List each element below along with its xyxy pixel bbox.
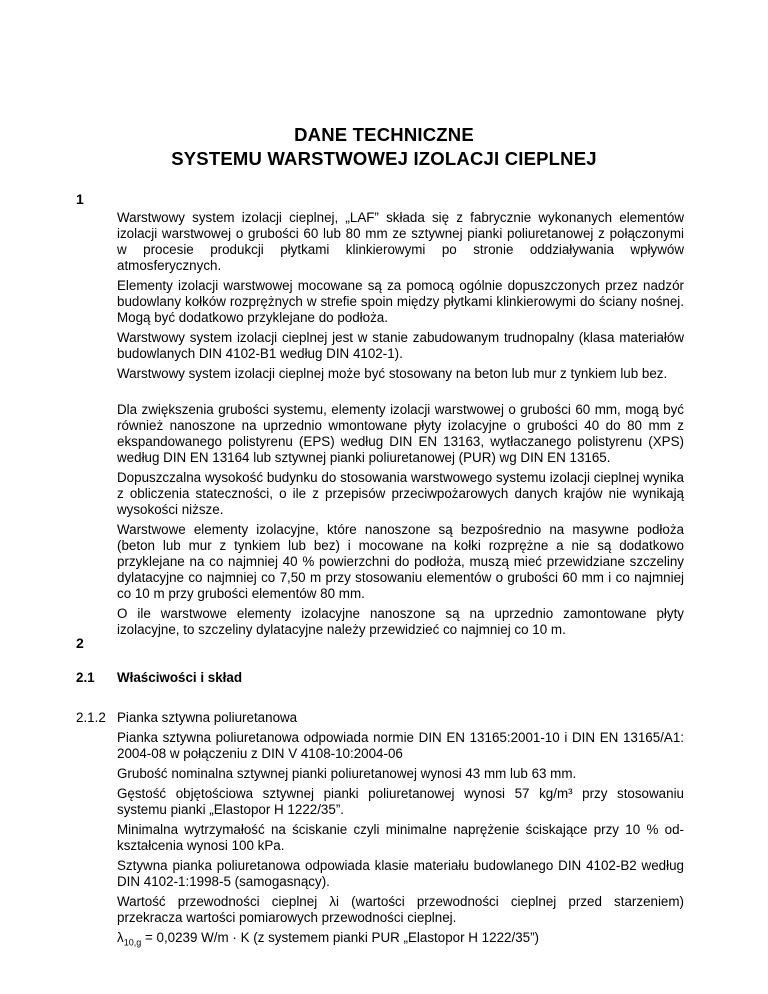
paragraph: Warstwowy system izolacji cieplnej, „LAF” składa się z fabrycznie wykonanych elementów izolacji warstwowej o grubości 60 lub 80 mm ze sztywnej pianki poliuretanowej z połączonymi w procesie produkcji płytkami klinkierowymi po stronie oddziaływania wpływów atmosferycznych. [117, 210, 684, 273]
paragraph: Pianka sztywna poliuretanowa odpowiada normie DIN EN 13165:2001-10 i DIN EN 13165/A1: 2004-08 w połączeniu z DIN V 4108-10:2004-06 [117, 730, 684, 761]
paragraph: Dopuszczalna wysokość budynku do stosowania warstwowego systemu izolacji cieplnej wynika z obliczenia stateczności, o ile z przepisów przeciwpożarowych danych krajów nie wynikają wysokości niższe. [117, 470, 684, 517]
paragraph: Sztywna pianka poliuretanowa odpowiada klasie materiału budowlanego DIN 4102-B2 według DIN 4102-1:1998-5 (samogasnący). [117, 858, 684, 889]
document-title-line-1: DANE TECHNICZNE [294, 124, 474, 145]
subsection-number: 2.1 [76, 670, 95, 685]
formula-subscript: 10,g [123, 937, 142, 948]
section-1-block-a [117, 210, 684, 386]
section-1-number: 1 [76, 191, 84, 207]
paragraph: O ile warstwowe elementy izolacyjne nanoszone są na uprzednio zamontowane płyty izolacyjne, to szczeliny dylatacyjne należy przewidzieć co najmniej co 10 m. [117, 606, 684, 637]
paragraph: Dla zwiększenia grubości systemu, elementy izolacji warstwowej o grubości 60 mm, mogą być również nanoszone na uprzednio wmontowane płyty izolacyjne o grubości 40 do 80 mm z ekspandowanego polistyrenu (EPS) według DIN EN 13163, wytłaczanego polistyrenu (XPS) według DIN EN 13164 lub sztywnej pianki poliuretanowej (PUR) wg DIN EN 13165. [117, 402, 684, 465]
paragraph: Wartość przewodności cieplnej λi (wartości przewodności cieplnej przed starzeniem) przekracza wartości pomiarowych przewodności cieplnej. [117, 894, 684, 925]
paragraph: Warstwowy system izolacji cieplnej może być stosowany na beton lub mur z tynkiem lub bez. [117, 366, 668, 381]
subsubsection-title: Pianka sztywna poliuretanowa [117, 710, 298, 725]
paragraph: Minimalna wytrzymałość na ściskanie czyli minimalne naprężenie ściskające przy 10 % od-kształcenia wynosi 100 kPa. [117, 822, 684, 853]
formula-line [117, 930, 684, 951]
paragraph: Warstwowe elementy izolacyjne, które nanoszone są bezpośrednio na masywne podłoża (beton lub mur z tynkiem lub bez) i mocowane na kołki rozprężne a nie są dodatkowo przyklejane na co najmniej 40 % powierzchni do podłoża, muszą mieć przewidziane szczeliny dylatacyjne co najmniej co 7,50 m przy stosowaniu elementów o grubości 60 mm i co najmniej co 10 m przy grubości elementów 80 mm. [117, 522, 684, 601]
section-2-block [117, 730, 684, 955]
subsubsection-number: 2.1.2 [76, 710, 106, 725]
section-1-block-b [117, 402, 684, 642]
formula-text: = 0,0239 W/m · K (z systemem pianki PUR „Elastopor H 1222/35”) [141, 930, 540, 945]
formula-symbol: λ [117, 930, 124, 945]
paragraph: Warstwowy system izolacji cieplnej jest w stanie zabudowanym trudnopalny (klasa materiałów budowlanych DIN 4102-B1 według DIN 4102-1). [117, 330, 684, 361]
paragraph: Elementy izolacji warstwowej mocowane są za pomocą ogólnie dopuszczonych przez nadzór budowlany kołków rozprężnych w strefie spoin między płytkami klinkierowymi do ściany nośnej. Mogą być dodatkowo przyklejane do podłoża. [117, 278, 684, 325]
paragraph: Gęstość objętościowa sztywnej pianki poliuretanowej wynosi 57 kg/m³ przy stosowaniu systemu pianki „Elastopor H 1222/35”. [117, 786, 684, 817]
subsection-title: Właściwości i skład [117, 670, 243, 685]
paragraph: Grubość nominalna sztywnej pianki poliuretanowej wynosi 43 mm lub 63 mm. [117, 766, 577, 781]
section-2-number: 2 [76, 635, 84, 651]
document-title-line-2: SYSTEMU WARSTWOWEJ IZOLACJI CIEPLNEJ [171, 148, 597, 169]
